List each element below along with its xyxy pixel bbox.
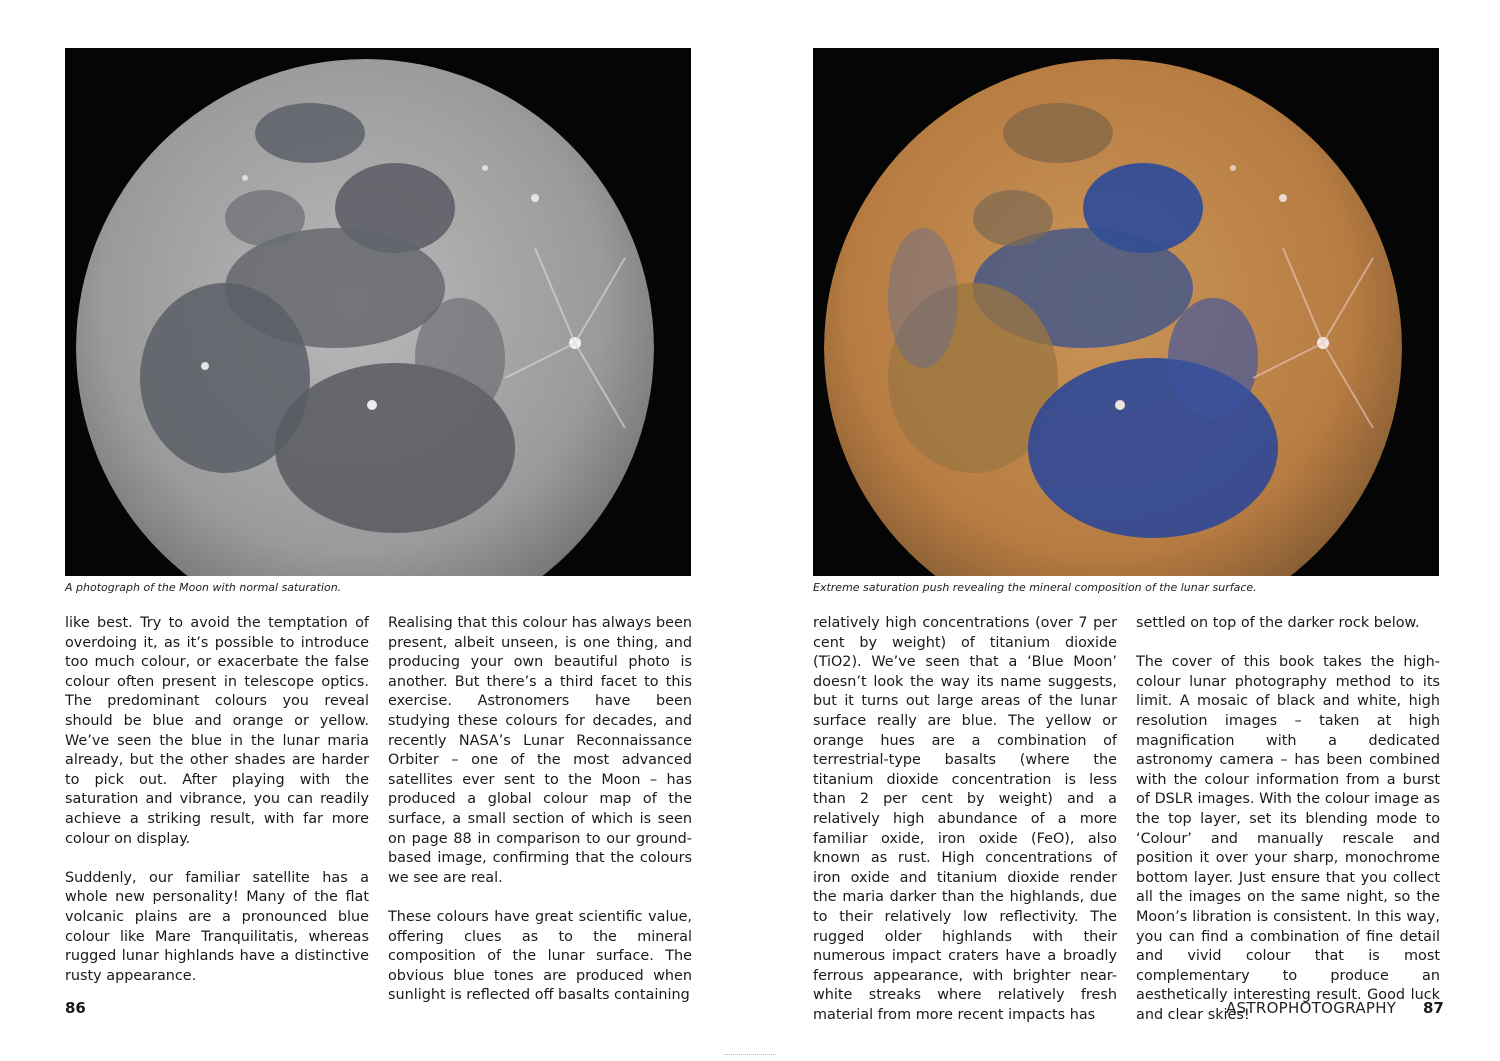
paragraph: The cover of this book takes the high-colour lunar photography method to its limit. A mosaic of black and white, high resolution images – taken at high magnification with a dedicated astronomy camera – has been combined with the colour information from a burst of DSLR images. With the colour image as the top layer, set its blending mode to ‘Colour’ and manually rescale and position it over your sharp, monochrome bottom layer. Just ensure that you collect all the images on the same night, so the Moon’s libration is consistent. In this way, you can find a combination of fine detail and vivid colour that is most complementary to produce an aesthetically interesting result. Good luck and clear skies! — [1136, 654, 1440, 1023]
moon-colour-image — [813, 48, 1439, 576]
text-column-1 — [65, 614, 369, 986]
paragraph: settled on top of the darker rock below. — [1136, 615, 1420, 631]
photo-caption: Extreme saturation push revealing the mineral composition of the lunar surface. — [813, 581, 1257, 594]
photo-caption: A photograph of the Moon with normal saturation. — [65, 581, 342, 594]
moon-gray-image — [65, 48, 691, 576]
paragraph: Suddenly, our familiar satellite has a whole new personality! Many of the flat volcanic plains are a pronounced blue colour like Mare Tranquilitatis, whereas rugged lunar highlands have a distinctive rusty appearance. — [65, 869, 369, 984]
paragraph: Realising that this colour has always been present, albeit unseen, is one thing, and producing your own beautiful photo is another. But there’s a third facet to this exercise. Astronomers have been studying these colours for decades, and recently NASA’s Lunar Reconnaissance Orbiter – one of the most advanced satellites ever sent to the Moon – has produced a global colour map of the surface, a small section of which is seen on page 88 in comparison to our ground-based image, confirming that the colours we see are real. — [388, 615, 692, 886]
text-column-2 — [1136, 614, 1440, 1025]
paragraph: These colours have great scientific value, offering clues as to the mineral composition of the lunar surface. The obvious blue tones are produced when sunlight is reflected off basalts containing — [388, 908, 692, 1004]
paragraph: like best. Try to avoid the temptation of overdoing it, as it’s possible to introduce too much colour, or exacerbate the false colour often present in telescope optics. The predominant colours you reveal should be blue and orange or yellow. We’ve seen the blue in the lunar maria already, but the other shades are harder to pick out. After playing with the saturation and vibrance, you can readily achieve a striking result, with far more colour on display. — [65, 615, 369, 847]
right-page — [750, 0, 1500, 1061]
moon-photo-saturated — [813, 48, 1439, 576]
gutter-mark — [724, 1054, 776, 1059]
moon-photo-normal — [65, 48, 691, 576]
paragraph: relatively high concentrations (over 7 per cent by weight) of titanium dioxide (TiO2). We’ve seen that a ‘Blue Moon’ doesn’t look the way its name suggests, but it turns out large areas of the lunar surface really are blue. The yellow or orange hues are a combination of terrestrial-type basalts (where the titanium dioxide concentration is less than 2 per cent by weight) and a relatively high abundance of a more familiar oxide, iron oxide (FeO), also known as rust. High concentrations of iron oxide and titanium dioxide render the maria darker than the highlands, due to their relatively low reflectivity. The rugged older highlands with their numerous impact craters have a broadly ferrous appearance, with brighter near-white streaks where relatively fresh material from more recent impacts has — [813, 615, 1117, 1023]
text-column-1 — [813, 614, 1117, 1025]
running-head: ASTROPHOTOGRAPHY — [1226, 999, 1397, 1017]
page-number: 87 — [1423, 999, 1444, 1017]
page-number: 86 — [65, 999, 86, 1017]
text-column-2 — [388, 614, 692, 1006]
